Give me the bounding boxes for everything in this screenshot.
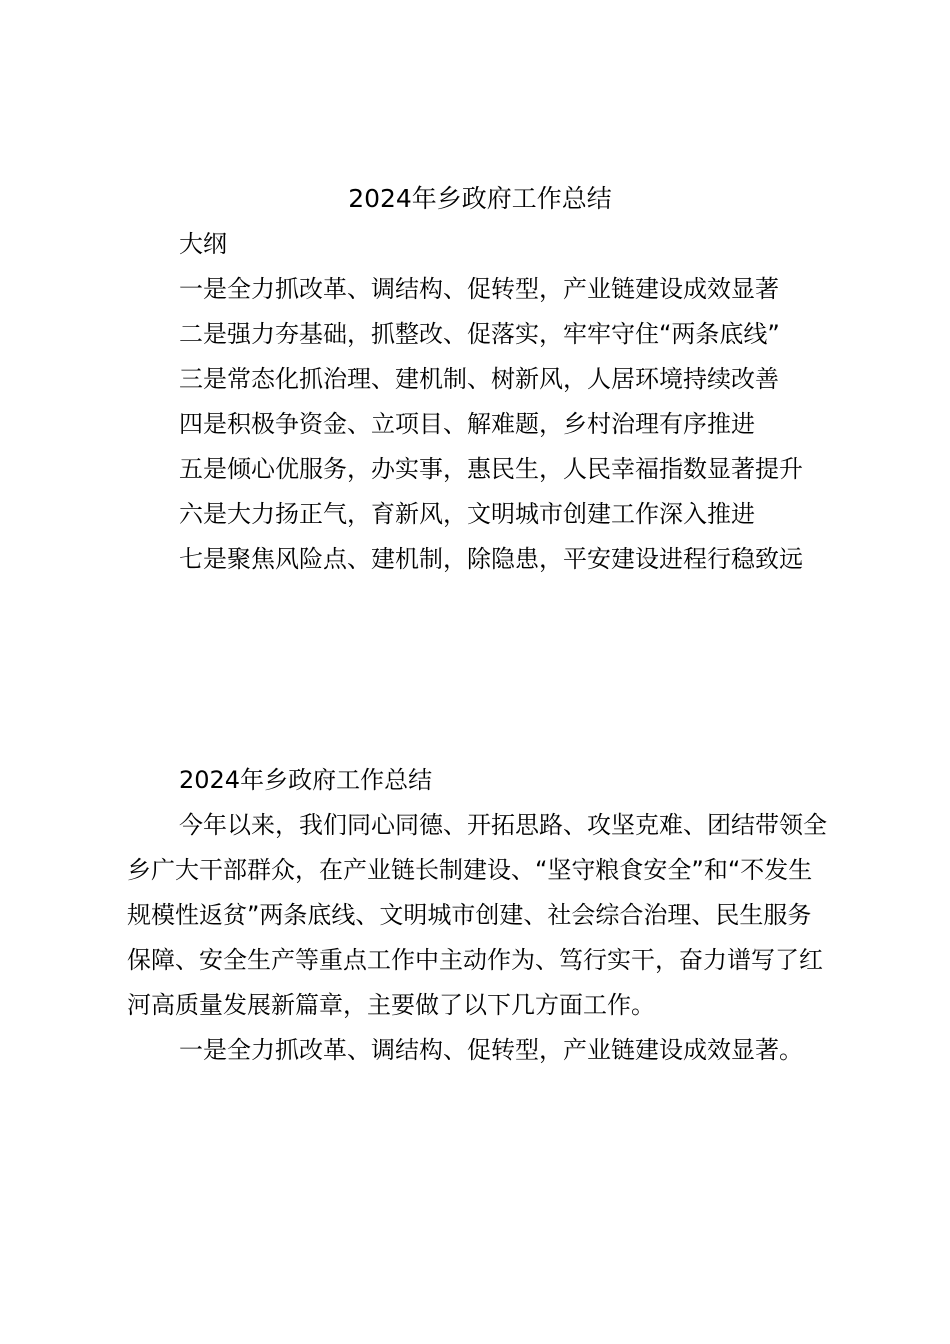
body-section1-paragraph: 一是全力抓改革、调结构、促转型，产业链建设成效显著。 [179, 1036, 803, 1064]
outline-section [127, 222, 827, 582]
outline-item-2: 二是强力夯基础，抓整改、促落实，牢牢守住“两条底线” [179, 320, 780, 348]
outline-item-3: 三是常态化抓治理、建机制、树新风，人居环境持续改善 [179, 365, 779, 393]
body-heading: 2024年乡政府工作总结 [179, 766, 433, 794]
document-title: 2024年乡政府工作总结 [348, 184, 612, 213]
outline-item-5: 五是倾心优服务，办实事，惠民生，人民幸福指数显著提升 [179, 455, 803, 483]
body-section [127, 758, 827, 1073]
outline-heading: 大纲 [179, 230, 227, 258]
outline-item-6: 六是大力扬正气，育新风，文明城市创建工作深入推进 [179, 500, 755, 528]
outline-item-7: 七是聚焦风险点、建机制，除隐患，平安建设进程行稳致远 [179, 545, 803, 573]
body-intro-paragraph: 今年以来，我们同心同德、开拓思路、攻坚克难、团结带领全乡广大干部群众，在产业链长制建设、“坚守粮食安全”和“不发生规模性返贫”两条底线、文明城市创建、社会综合治理、民生服务保障、安全生产等重点工作中主动作为、笃行实干，奋力谱写了红河高质量发展新篇章，主要做了以下几方面工作。 [127, 811, 827, 1019]
outline-item-1: 一是全力抓改革、调结构、促转型，产业链建设成效显著 [179, 275, 779, 303]
outline-item-4: 四是积极争资金、立项目、解难题，乡村治理有序推进 [179, 410, 755, 438]
